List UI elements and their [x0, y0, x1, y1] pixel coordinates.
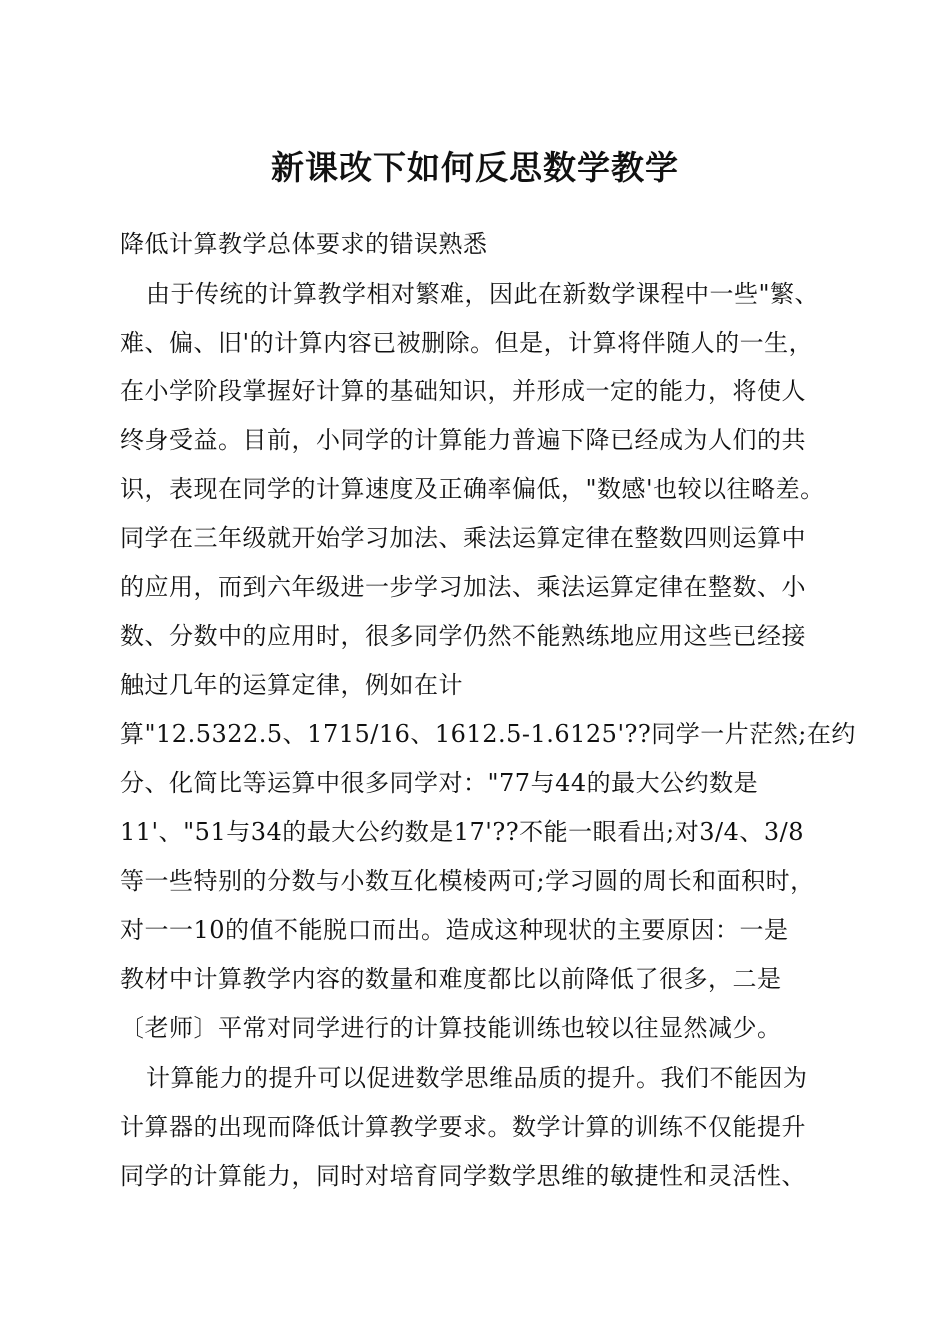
paragraph-line: 同学在三年级就开始学习加法、乘法运算定律在整数四则运算中: [120, 524, 806, 552]
document-title: 新课改下如何反思数学教学: [271, 148, 679, 187]
paragraph-line: 11'、"51与34的最大公约数是17'??不能一眼看出;对3/4、3/8: [120, 818, 804, 846]
paragraph-line: 教材中计算教学内容的数量和难度都比以前降低了很多，二是: [120, 965, 782, 993]
paragraph-line: 分、化简比等运算中很多同学对："77与44的最大公约数是: [120, 769, 759, 797]
paragraph-line: 同学的计算能力，同时对培育同学数学思维的敏捷性和灵活性、: [120, 1162, 806, 1190]
paragraph-line: 在小学阶段掌握好计算的基础知识，并形成一定的能力，将使人: [120, 377, 806, 405]
section-heading: 降低计算教学总体要求的错误熟悉: [120, 230, 488, 258]
paragraph-line: 计算器的出现而降低计算教学要求。数学计算的训练不仅能提升: [120, 1113, 806, 1141]
paragraph-line: 触过几年的运算定律，例如在计: [120, 671, 463, 699]
paragraph-line: 计算能力的提升可以促进数学思维品质的提升。我们不能因为: [146, 1064, 808, 1092]
paragraph-line: 的应用，而到六年级进一步学习加法、乘法运算定律在整数、小: [120, 573, 806, 601]
paragraph-line: 对一一10的值不能脱口而出。造成这种现状的主要原因：一是: [120, 916, 789, 944]
paragraph-line: 等一些特别的分数与小数互化模棱两可;学习圆的周长和面积时，: [120, 867, 815, 895]
paragraph-line: 识，表现在同学的计算速度及正确率偏低，"数感'也较以往略差。: [120, 475, 825, 503]
paragraph-line: 难、偏、旧'的计算内容已被删除。但是，计算将伴随人的一生，: [120, 329, 814, 357]
paragraph-line: 终身受益。目前，小同学的计算能力普遍下降已经成为人们的共: [120, 426, 806, 454]
paragraph-line: 〔老师〕平常对同学进行的计算技能训练也较以往显然减少。: [120, 1014, 782, 1042]
paragraph-line: 数、分数中的应用时，很多同学仍然不能熟练地应用这些已经接: [120, 622, 806, 650]
paragraph-line: 算"12.5322.5、1715/16、1612.5-1.6125'??同学一片茫然;在约: [120, 720, 856, 748]
paragraph-line: 由于传统的计算教学相对繁难，因此在新数学课程中一些"繁、: [146, 280, 820, 308]
